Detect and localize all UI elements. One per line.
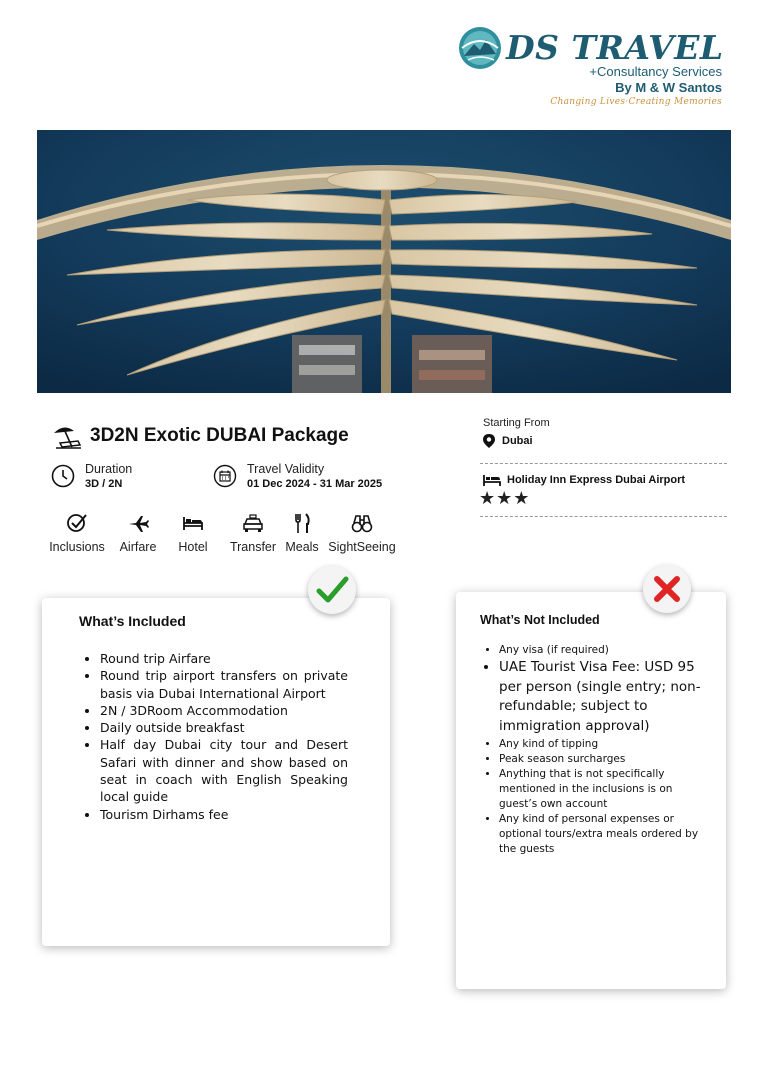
- list-item: • Round trip Airfare: [100, 650, 348, 667]
- globe-logo-icon: [458, 26, 502, 70]
- excluded-badge: [643, 565, 691, 613]
- divider: [480, 463, 727, 464]
- divider: [480, 516, 727, 517]
- beach-umbrella-icon: [52, 423, 82, 449]
- feature-label: Hotel: [178, 540, 208, 554]
- fork-knife-icon: [291, 512, 313, 534]
- list-item: • UAE Tourist Visa Fee: USD 95 per person (single entry; non-refundable; subject to immigration approval): [499, 658, 709, 736]
- validity-block: [213, 462, 382, 490]
- brand-tagline: Changing Lives·Creating Memories: [550, 97, 722, 107]
- hotel-star-rating: ★★★: [479, 488, 531, 509]
- starting-city: [483, 434, 533, 448]
- check-circle-icon: [66, 512, 88, 534]
- feature-meals: [284, 512, 320, 554]
- duration-value: 3D / 2N: [85, 478, 123, 490]
- checkmark-icon: [315, 573, 349, 607]
- brand-by: By M & W Santos: [615, 80, 722, 95]
- list-item: • Tourism Dirhams fee: [100, 806, 348, 823]
- feature-label: SightSeeing: [328, 540, 396, 554]
- included-title: What’s Included: [79, 613, 186, 629]
- list-item: • Any kind of personal expenses or optional tours/extra meals ordered by the guests: [499, 812, 709, 857]
- duration-label: Duration: [85, 462, 133, 476]
- excluded-card: [456, 592, 726, 989]
- feature-label: Transfer: [229, 540, 277, 554]
- validity-label: Travel Validity: [247, 462, 325, 476]
- calendar-icon: [213, 464, 237, 488]
- feature-label: Meals: [285, 540, 319, 554]
- feature-hotel: [174, 512, 212, 554]
- cross-icon: [650, 572, 684, 606]
- binoculars-icon: [351, 512, 373, 534]
- included-list: [100, 650, 348, 823]
- list-item: • 2N / 3DRoom Accommodation: [100, 702, 348, 719]
- clock-icon: [51, 464, 75, 488]
- package-title-row: [52, 423, 349, 449]
- feature-list: [44, 512, 404, 556]
- list-item: • Half day Dubai city tour and Desert Safari with dinner and show based on seat in coach with English Speaking local guide: [100, 736, 348, 805]
- duration-block: [51, 462, 132, 490]
- hotel-name: Holiday Inn Express Dubai Airport: [507, 474, 686, 486]
- feature-transfer: [228, 512, 278, 554]
- hotel-info: [483, 473, 685, 487]
- feature-label: Inclusions: [49, 540, 105, 554]
- list-item: • Round trip airport transfers on private basis via Dubai International Airport: [100, 667, 348, 702]
- brand-subtitle: +Consultancy Services: [589, 64, 722, 79]
- list-item: • Daily outside breakfast: [100, 719, 348, 736]
- city-name: Dubai: [502, 435, 533, 447]
- feature-inclusions: [48, 512, 106, 554]
- bed-icon: [483, 473, 501, 487]
- location-pin-icon: [483, 434, 495, 448]
- car-icon: [242, 512, 264, 534]
- brand-logo: [458, 24, 730, 114]
- package-title: 3D2N Exotic DUBAI Package: [90, 425, 349, 446]
- validity-value: 01 Dec 2024 - 31 Mar 2025: [247, 478, 383, 490]
- feature-label: Airfare: [119, 540, 157, 554]
- included-card: [42, 598, 390, 946]
- feature-airfare: [116, 512, 160, 554]
- brand-name: DS TRAVEL: [506, 28, 724, 67]
- hero-image: [37, 130, 731, 393]
- airplane-icon: [127, 512, 149, 534]
- list-item: • Any kind of tipping: [499, 737, 709, 752]
- excluded-title: What’s Not Included: [480, 613, 600, 627]
- included-badge: [308, 566, 356, 614]
- list-item: • Peak season surcharges: [499, 752, 709, 767]
- feature-sightseeing: [327, 512, 397, 554]
- list-item: • Anything that is not specifically mentioned in the inclusions is on guest’s own account: [499, 767, 709, 812]
- bed-icon: [182, 512, 204, 534]
- excluded-list: [499, 643, 709, 857]
- list-item: • Any visa (if required): [499, 643, 709, 658]
- starting-from-label: Starting From: [483, 417, 550, 429]
